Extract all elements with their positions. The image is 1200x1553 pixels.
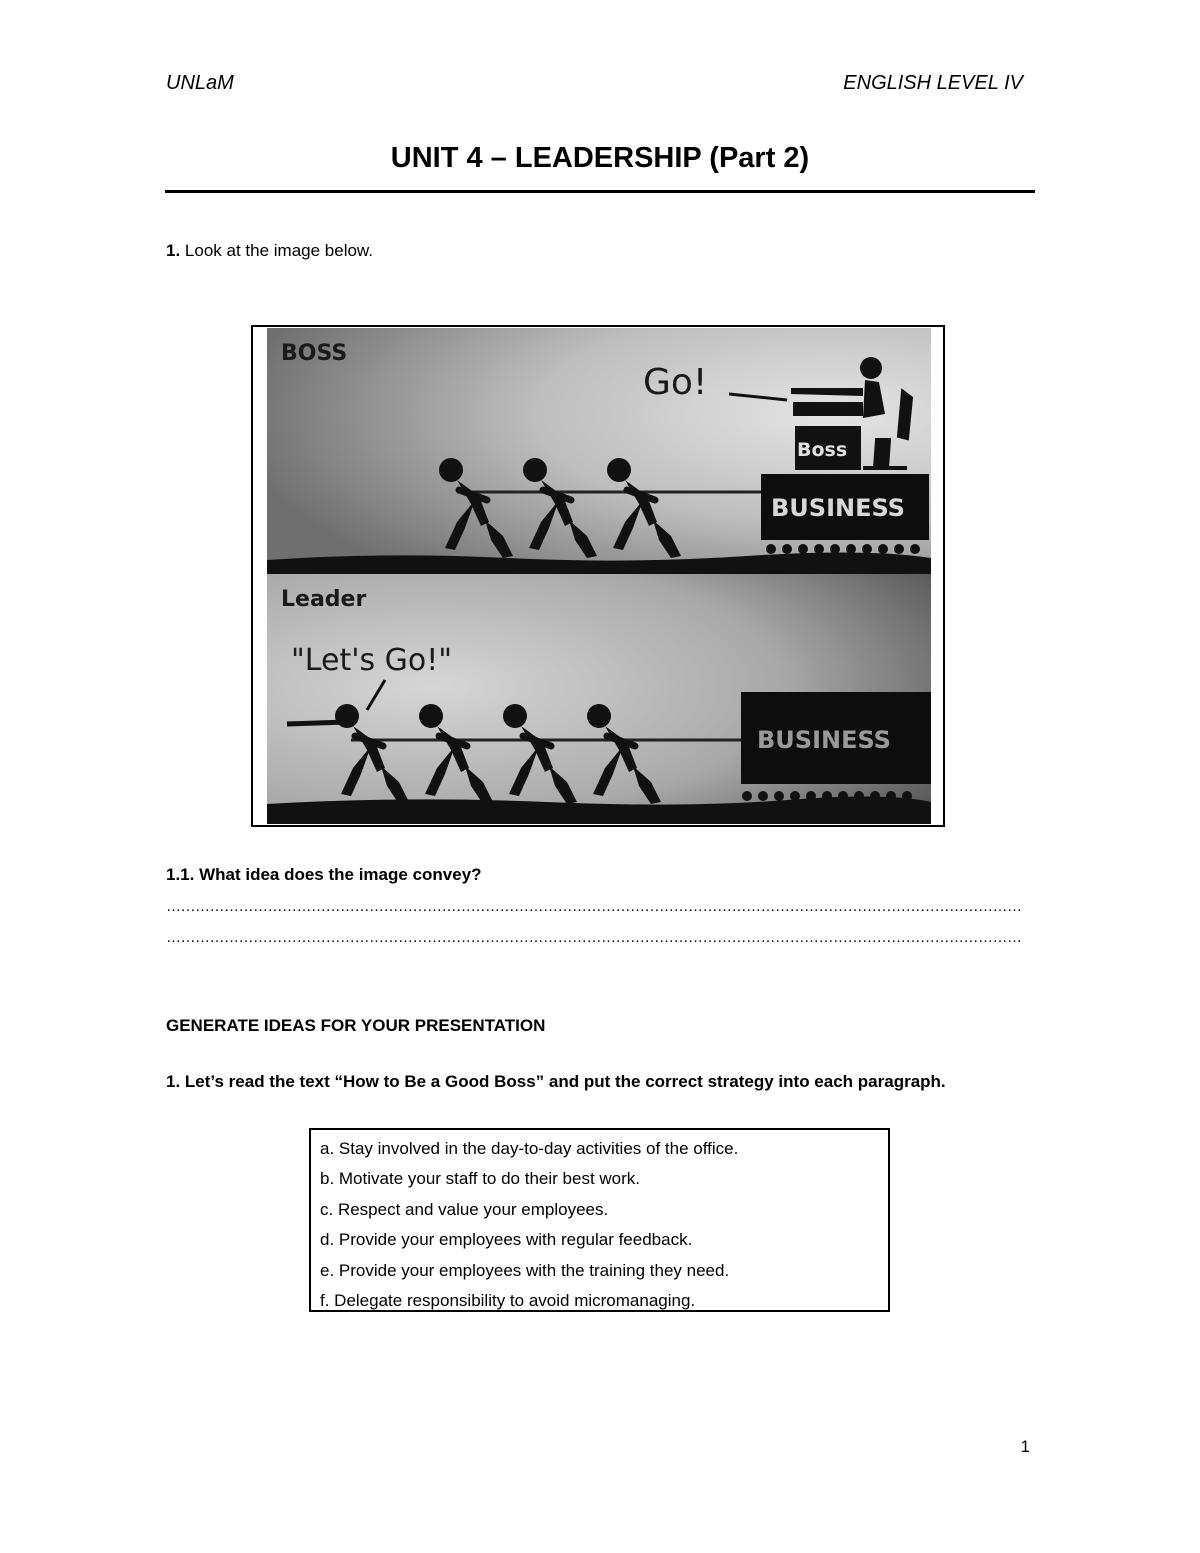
task-1-instruction [166, 241, 373, 261]
boss-head [860, 357, 882, 379]
header-institution: UNLaM [166, 72, 234, 94]
answer-line-2[interactable]: …………………………………………………………………………………………………………………………………………………………… [166, 929, 1022, 946]
task-1-text: Look at the image below. [184, 241, 373, 260]
answer-line-1[interactable]: …………………………………………………………………………………………………………………………………………………………… [166, 898, 1022, 915]
section-heading: GENERATE IDEAS FOR YOUR PRESENTATION [166, 1016, 546, 1035]
leader-speech: "Let's Go!" [291, 643, 453, 678]
header-course: ENGLISH LEVEL IV [843, 72, 1023, 94]
strategy-d: d. Provide your employees with regular feedback. [320, 1230, 693, 1250]
task-2-instruction: 1. Let’s read the text “How to Be a Good Boss” and put the correct strategy into each paragraph. [166, 1072, 946, 1091]
task-1-1-question: 1.1. What idea does the image convey? [166, 865, 482, 884]
boss-vs-leader-illustration [267, 328, 931, 824]
strategy-f: f. Delegate responsibility to avoid micromanaging. [320, 1291, 696, 1311]
page-number: 1 [1020, 1437, 1030, 1456]
top-business-label: BUSINESS [771, 494, 905, 522]
strategy-list-box [309, 1128, 890, 1312]
task-1-number: 1. [166, 241, 181, 260]
page-title: UNIT 4 – LEADERSHIP (Part 2) [390, 142, 810, 174]
leader-panel-label: Leader [281, 587, 367, 612]
strategy-a: a. Stay involved in the day-to-day activities of the office. [320, 1139, 739, 1158]
strategy-b: b. Motivate your staff to do their best work. [320, 1169, 641, 1189]
boss-desk-top [793, 402, 863, 416]
strategy-c: c. Respect and value your employees. [320, 1199, 609, 1219]
bottom-business-label: BUSINESS [757, 726, 891, 754]
boss-desk-label: Boss [797, 439, 848, 461]
strategy-e: e. Provide your employees with the training they need. [320, 1260, 730, 1280]
boss-panel-label: BOSS [281, 341, 348, 366]
title-divider [165, 190, 1035, 193]
boss-vs-leader-figure [251, 325, 945, 827]
boss-speech: Go! [643, 362, 708, 403]
